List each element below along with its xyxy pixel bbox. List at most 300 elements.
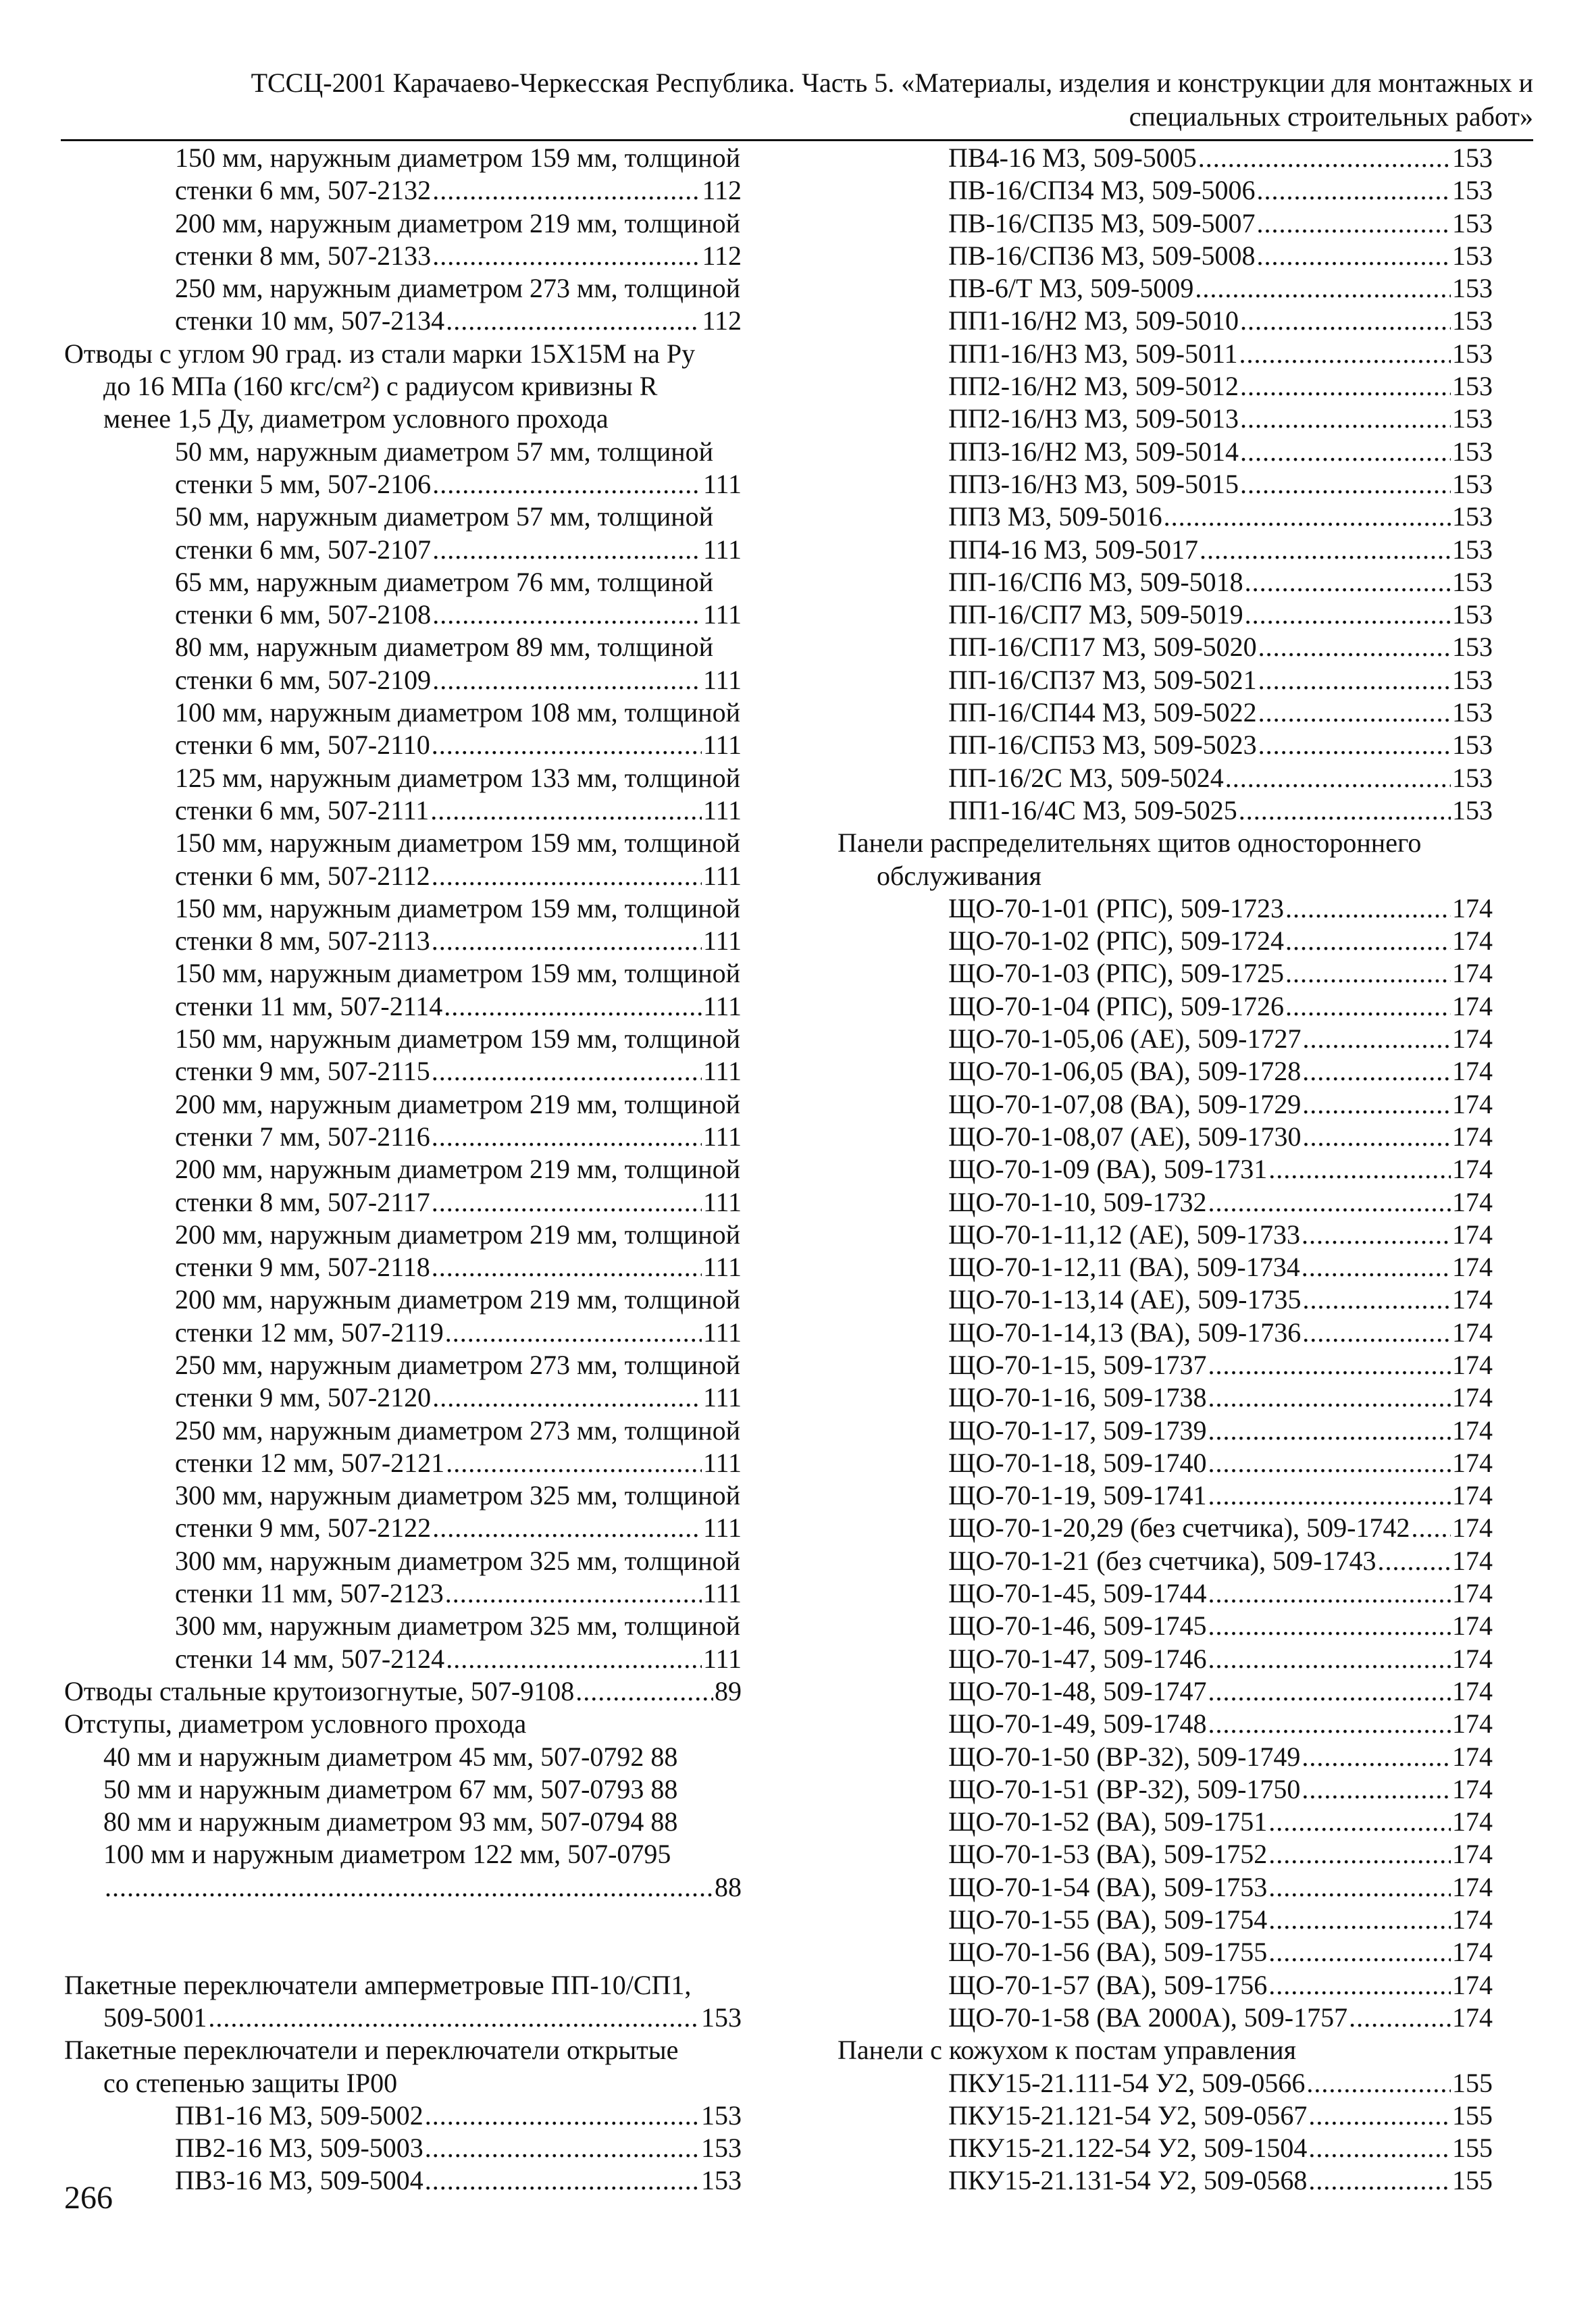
dot-leader: [1285, 957, 1451, 990]
dot-leader: [1225, 762, 1451, 794]
index-entry: [838, 1871, 1493, 1904]
entry-text: 509-5001: [103, 2002, 207, 2033]
dot-leader: [1308, 2100, 1451, 2132]
entry-page-ref: 174: [1452, 1839, 1493, 1870]
dot-leader: [1200, 534, 1451, 566]
index-entry: [838, 990, 1493, 1023]
index-entry: [838, 925, 1493, 957]
entry-text: ПКУ15-21.121-54 У2, 509-0567: [948, 2100, 1308, 2131]
index-entry: [838, 1088, 1493, 1121]
entry-page-ref: 153: [1452, 371, 1493, 402]
index-entry-text: менее 1,5 Ду, диаметром условного прохода: [103, 403, 609, 434]
index-entry: [838, 1186, 1493, 1219]
dot-leader: [1411, 1512, 1451, 1544]
dot-leader: [432, 1055, 702, 1088]
entry-text: ПВ1-16 М3, 509-5002: [175, 2100, 423, 2131]
entry-text: ЩО-70-1-56 (ВА), 509-1755: [948, 1937, 1268, 1968]
dot-leader: [432, 534, 702, 566]
entry-text: ПП2-16/Н3 М3, 509-5013: [948, 403, 1239, 434]
index-entry-text: 80 мм, наружным диаметром 89 мм, толщиной: [175, 632, 714, 663]
entry-text: ЩО-70-1-51 (ВР-32), 509-1750: [948, 1773, 1301, 1804]
index-entry: [838, 1904, 1493, 1936]
entry-page-ref: 174: [1452, 1675, 1493, 1706]
dot-leader: [1240, 403, 1451, 435]
entry-page-ref: 153: [1452, 143, 1493, 173]
dot-leader: [432, 240, 700, 272]
entry-page-ref: 111: [702, 664, 742, 695]
entry-page-ref: 111: [702, 468, 742, 499]
entry-page-ref: 153: [1452, 338, 1493, 369]
entry-page-ref: 174: [1452, 925, 1493, 957]
index-entry: [838, 1643, 1493, 1675]
index-entry: [838, 1806, 1493, 1838]
dot-leader: [1302, 1088, 1451, 1121]
index-entry: [838, 1969, 1493, 2002]
index-entry: [838, 1708, 1493, 1740]
index-entry-text: 125 мм, наружным диаметром 133 мм, толщиной: [175, 762, 741, 793]
index-entry: [838, 2002, 1493, 2034]
entry-page-ref: 153: [701, 2100, 742, 2131]
entry-text: стенки 9 мм, 507-2120: [175, 1382, 432, 1413]
index-entry: [838, 436, 1493, 468]
entry-text: ПП2-16/Н2 М3, 509-5012: [948, 371, 1239, 402]
entry-page-ref: 174: [1452, 1121, 1493, 1152]
index-entry: [838, 468, 1493, 501]
index-entry: [64, 240, 742, 272]
index-entry: [64, 2132, 742, 2164]
entry-page-ref: 174: [1452, 1186, 1493, 1217]
entry-text: ЩО-70-1-04 (РПС), 509-1726: [948, 990, 1284, 1021]
index-entry-text: 300 мм, наружным диаметром 325 мм, толщиной: [175, 1545, 741, 1576]
index-entry: [838, 794, 1493, 827]
dot-leader: [1208, 1708, 1451, 1740]
index-entry: [838, 2132, 1493, 2164]
entry-text: ЩО-70-1-18, 509-1740: [948, 1447, 1207, 1478]
entry-page-ref: 111: [702, 1382, 742, 1413]
index-entry: [64, 1055, 742, 1088]
dot-leader: [1208, 1349, 1451, 1381]
entry-text: стенки 6 мм, 507-2108: [175, 599, 432, 630]
index-entry: [64, 664, 742, 696]
index-entry: [838, 729, 1493, 761]
entry-text: ЩО-70-1-47, 509-1746: [948, 1643, 1207, 1674]
entry-text: стенки 6 мм, 507-2132: [175, 175, 432, 206]
dot-leader: [1285, 925, 1451, 957]
entry-page-ref: 111: [702, 1643, 742, 1674]
dot-leader: [1208, 1610, 1451, 1642]
entry-text: ЩО-70-1-49, 509-1748: [948, 1708, 1207, 1739]
entry-page-ref: 155: [1452, 2067, 1493, 2098]
entry-page-ref: 153: [1452, 632, 1493, 663]
dot-leader: [432, 1186, 702, 1219]
index-entry-text: обслуживания: [877, 860, 1041, 891]
index-entry-text: 250 мм, наружным диаметром 273 мм, толщиной: [175, 1415, 741, 1446]
entry-page-ref: 111: [702, 1252, 742, 1283]
index-entry-text: 200 мм, наружным диаметром 219 мм, толщиной: [175, 207, 741, 238]
entry-page-ref: 153: [1452, 273, 1493, 304]
entry-text: ПП4-16 М3, 509-5017: [948, 534, 1198, 565]
index-entry-text: 150 мм, наружным диаметром 159 мм, толщиной: [175, 892, 741, 923]
entry-text: ПП3-16/Н2 М3, 509-5014: [948, 436, 1239, 467]
dot-leader: [575, 1675, 713, 1708]
index-entry: [838, 1610, 1493, 1642]
entry-text: ЩО-70-1-02 (РПС), 509-1724: [948, 925, 1284, 957]
entry-page-ref: 153: [1452, 403, 1493, 434]
entry-text: ПП-16/СП37 М3, 509-5021: [948, 664, 1257, 695]
index-entry: [64, 794, 742, 827]
dot-leader: [1302, 1741, 1451, 1773]
index-entry: [838, 892, 1493, 925]
index-entry: [838, 1773, 1493, 1806]
index-entry: [838, 207, 1493, 240]
dot-leader: [1208, 1186, 1451, 1219]
entry-text: ЩО-70-1-07,08 (ВА), 509-1729: [948, 1088, 1302, 1119]
entry-page-ref: 111: [702, 860, 742, 891]
entry-text: стенки 7 мм, 507-2116: [175, 1121, 430, 1152]
index-entry: [64, 729, 742, 761]
entry-text: ПП-16/СП17 М3, 509-5020: [948, 632, 1257, 663]
entry-text: ЩО-70-1-54 (ВА), 509-1753: [948, 1871, 1268, 1902]
running-header: [61, 66, 1533, 134]
dot-leader: [1268, 1904, 1451, 1936]
dot-leader: [445, 1577, 702, 1610]
entry-text: ЩО-70-1-09 (ВА), 509-1731: [948, 1154, 1268, 1185]
dot-leader: [1208, 1675, 1451, 1708]
entry-page-ref: 174: [1452, 1252, 1493, 1283]
index-entry: [64, 174, 742, 207]
entry-text: стенки 12 мм, 507-2119: [175, 1317, 444, 1348]
entry-text: ПП1-16/4С М3, 509-5025: [948, 794, 1237, 825]
header-line-2: специальных строительных работ»: [1129, 101, 1533, 132]
dot-leader: [444, 990, 702, 1023]
dot-leader: [432, 729, 702, 761]
entry-text: ПП-16/СП7 М3, 509-5019: [948, 599, 1243, 630]
entry-page-ref: 153: [1452, 207, 1493, 238]
entry-page-ref: 111: [702, 1447, 742, 1478]
index-entry: [838, 1577, 1493, 1610]
dot-leader: [1245, 599, 1451, 631]
entry-page-ref: 174: [1452, 1382, 1493, 1413]
dot-leader: [1208, 1381, 1451, 1414]
dot-leader: [1306, 2067, 1451, 2100]
entry-page-ref: 174: [1452, 1317, 1493, 1348]
index-entry: [838, 501, 1493, 533]
entry-text: ПП-16/СП44 М3, 509-5022: [948, 697, 1257, 728]
dot-leader: [1377, 1545, 1451, 1577]
blank-line: [64, 1936, 742, 1968]
dot-leader: [432, 664, 702, 696]
entry-page-ref: 153: [1452, 175, 1493, 206]
entry-text: Отводы стальные крутоизогнутые, 507-9108: [64, 1675, 575, 1706]
index-entry-text: 150 мм, наружным диаметром 159 мм, толщиной: [175, 828, 741, 859]
entry-text: ЩО-70-1-58 (ВА 2000А), 509-1757: [948, 2002, 1348, 2033]
entry-page-ref: 153: [1452, 240, 1493, 271]
index-entry: [838, 1317, 1493, 1349]
entry-text: ПП-16/СП53 М3, 509-5023: [948, 730, 1257, 761]
dot-leader: [445, 1317, 702, 1349]
index-entry: [838, 305, 1493, 337]
index-entry-text: 50 мм, наружным диаметром 57 мм, толщиной: [175, 501, 714, 532]
entry-text: стенки 9 мм, 507-2118: [175, 1252, 430, 1283]
index-entry: [838, 534, 1493, 566]
entry-page-ref: 174: [1452, 1578, 1493, 1609]
entry-page-ref: 153: [1452, 730, 1493, 761]
entry-page-ref: 174: [1452, 1415, 1493, 1446]
entry-page-ref: 174: [1452, 1708, 1493, 1739]
entry-page-ref: 153: [1452, 762, 1493, 793]
entry-page-ref: 153: [1452, 566, 1493, 597]
entry-text: ЩО-70-1-03 (РПС), 509-1725: [948, 958, 1284, 989]
index-entry: [64, 1381, 742, 1414]
dot-leader: [1268, 1153, 1451, 1186]
index-entry: [838, 1283, 1493, 1316]
entry-page-ref: 153: [1452, 305, 1493, 336]
entry-text: ПКУ15-21.111-54 У2, 509-0566: [948, 2067, 1306, 2098]
dot-leader: [1195, 272, 1451, 305]
dot-leader: [1258, 729, 1451, 761]
entry-text: ПВ-6/Т М3, 509-5009: [948, 273, 1194, 304]
index-entry: [838, 1838, 1493, 1871]
index-entry-text: 200 мм, наружным диаметром 219 мм, толщиной: [175, 1154, 741, 1185]
dot-leader: [1258, 696, 1451, 729]
entry-page-ref: 174: [1452, 1545, 1493, 1576]
index-column-left: [64, 142, 742, 2197]
index-entry: [838, 240, 1493, 272]
entry-page-ref: 155: [1452, 2100, 1493, 2131]
index-entry-text: 250 мм, наружным диаметром 273 мм, толщиной: [175, 1349, 741, 1380]
header-line-1: ТССЦ-2001 Карачаево-Черкесская Республика. Часть 5. «Материалы, изделия и конструкции для монтажных и: [251, 68, 1533, 98]
dot-leader: [1268, 1969, 1451, 2002]
dot-leader: [1258, 664, 1451, 696]
dot-leader: [1268, 1871, 1451, 1904]
entry-text: стенки 8 мм, 507-2113: [175, 925, 430, 957]
index-entry-text: 300 мм, наружным диаметром 325 мм, толщиной: [175, 1480, 741, 1511]
entry-page-ref: 111: [702, 794, 742, 825]
entry-page-ref: 111: [702, 730, 742, 761]
entry-page-ref: 153: [1452, 599, 1493, 630]
index-entry-text: 250 мм, наружным диаметром 273 мм, толщиной: [175, 273, 741, 304]
entry-page-ref: 174: [1452, 1806, 1493, 1837]
entry-text: ПП-16/СП6 М3, 509-5018: [948, 566, 1243, 597]
dot-leader: [1208, 1447, 1451, 1479]
entry-text: ПП1-16/Н3 М3, 509-5011: [948, 338, 1238, 369]
dot-leader: [1302, 1283, 1451, 1316]
dot-leader: [1302, 1023, 1451, 1055]
entry-text: ПКУ15-21.122-54 У2, 509-1504: [948, 2133, 1308, 2164]
dot-leader: [1302, 1121, 1451, 1153]
index-entry: [838, 566, 1493, 599]
entry-text: ПВ-16/СП34 М3, 509-5006: [948, 175, 1256, 206]
dot-leader: [432, 1251, 702, 1283]
entry-page-ref: 112: [702, 240, 742, 271]
index-entry: [64, 2002, 742, 2034]
index-entry: [838, 696, 1493, 729]
entry-text: ЩО-70-1-19, 509-1741: [948, 1480, 1207, 1511]
index-entry-text: 150 мм, наружным диаметром 159 мм, толщиной: [175, 958, 741, 989]
index-entry: [838, 1381, 1493, 1414]
entry-text: ЩО-70-1-20,29 (без счетчика), 509-1742: [948, 1513, 1410, 1544]
index-entry: [64, 990, 742, 1023]
entry-text: ПП-16/2С М3, 509-5024: [948, 762, 1224, 793]
entry-page-ref: 111: [702, 1121, 742, 1152]
dot-leader: [1239, 794, 1451, 827]
entry-page-ref: 174: [1452, 1284, 1493, 1315]
entry-text: ЩО-70-1-55 (ВА), 509-1754: [948, 1904, 1268, 1935]
index-entry-text: Панели распределительнях щитов одностороннего: [838, 828, 1422, 859]
entry-text: стенки 11 мм, 507-2114: [175, 990, 443, 1021]
dot-leader: [208, 2002, 700, 2034]
index-entry: [838, 1545, 1493, 1577]
blank-line: [64, 1904, 742, 1936]
dot-leader: [425, 2164, 700, 2197]
index-entry: [838, 664, 1493, 696]
index-entry: [64, 534, 742, 566]
entry-page-ref: 111: [702, 1513, 742, 1544]
dot-leader: [446, 305, 700, 337]
index-entry: [64, 1675, 742, 1708]
dot-leader: [1240, 305, 1451, 337]
index-entry-text: Пакетные переключатели и переключатели открытые: [64, 2035, 679, 2066]
index-entry: [838, 1675, 1493, 1708]
dot-leader: [1208, 1479, 1451, 1512]
index-entry-text: 65 мм, наружным диаметром 76 мм, толщиной: [175, 566, 714, 597]
index-entry: [64, 599, 742, 631]
dot-leader: [432, 1381, 702, 1414]
entry-text: ЩО-70-1-21 (без счетчика), 509-1743: [948, 1545, 1376, 1576]
entry-page-ref: 174: [1452, 1904, 1493, 1935]
index-entry-text: до 16 МПа (160 кгс/см²) с радиусом кривизны R: [103, 371, 658, 402]
entry-text: стенки 6 мм, 507-2107: [175, 534, 432, 565]
index-entry: [64, 1577, 742, 1610]
entry-page-ref: 174: [1452, 1513, 1493, 1544]
index-entry-text: со степенью защиты IP00: [103, 2067, 398, 2098]
dot-leader: [1198, 142, 1451, 174]
entry-page-ref: 174: [1452, 1154, 1493, 1185]
dot-leader: [1302, 1219, 1451, 1251]
dot-leader: [1285, 990, 1451, 1023]
entry-text: ПКУ15-21.131-54 У2, 509-0568: [948, 2165, 1308, 2196]
entry-text: стенки 8 мм, 507-2117: [175, 1186, 430, 1217]
entry-text: стенки 14 мм, 507-2124: [175, 1643, 445, 1674]
dot-leader: [430, 794, 702, 827]
entry-text: стенки 6 мм, 507-2109: [175, 664, 432, 695]
index-entry: [838, 2164, 1493, 2197]
entry-text: ЩО-70-1-46, 509-1745: [948, 1610, 1207, 1642]
index-entry: [838, 1512, 1493, 1544]
entry-page-ref: 111: [702, 1056, 742, 1087]
entry-page-ref: 174: [1452, 1741, 1493, 1772]
dot-leader: [432, 174, 700, 207]
dot-leader: [1308, 2132, 1451, 2164]
entry-text: ЩО-70-1-15, 509-1737: [948, 1349, 1207, 1380]
entry-page-ref: 174: [1452, 1871, 1493, 1902]
entry-page-ref: 174: [1452, 1937, 1493, 1968]
index-entry-text: Отступы, диаметром условного прохода: [64, 1708, 527, 1739]
index-entry-text: 80 мм и наружным диаметром 93 мм, 507-0794 88: [103, 1806, 678, 1837]
entry-page-ref: 112: [702, 175, 742, 206]
dot-leader: [425, 2100, 700, 2132]
index-entry-text: 300 мм, наружным диаметром 325 мм, толщиной: [175, 1610, 741, 1642]
entry-page-ref: 111: [702, 1578, 742, 1609]
entry-text: ПВ2-16 М3, 509-5003: [175, 2133, 423, 2164]
entry-text: ПП3 М3, 509-5016: [948, 501, 1162, 532]
index-entry: [838, 2067, 1493, 2100]
dot-leader: [1164, 501, 1451, 533]
index-entry: [838, 1936, 1493, 1968]
index-entry-text: 100 мм и наружным диаметром 122 мм, 507-0795: [103, 1839, 671, 1870]
entry-page-ref: 174: [1452, 2002, 1493, 2033]
dot-leader: [1256, 174, 1451, 207]
index-entry: [838, 403, 1493, 435]
entry-text: стенки 9 мм, 507-2115: [175, 1056, 430, 1087]
dot-leader: [432, 468, 702, 501]
index-entry: [838, 1741, 1493, 1773]
entry-text: ЩО-70-1-16, 509-1738: [948, 1382, 1207, 1413]
entry-text: ЩО-70-1-11,12 (АЕ), 509-1733: [948, 1219, 1300, 1250]
dot-leader: [1285, 892, 1451, 925]
entry-page-ref: 111: [702, 990, 742, 1021]
index-entry-text: 100 мм, наружным диаметром 108 мм, толщиной: [175, 697, 741, 728]
index-entry: [838, 599, 1493, 631]
entry-text: ПВ4-16 М3, 509-5005: [948, 143, 1197, 173]
entry-page-ref: 153: [1452, 501, 1493, 532]
index-entry: [838, 1251, 1493, 1283]
entry-text: стенки 11 мм, 507-2123: [175, 1578, 444, 1609]
header-rule: [61, 139, 1533, 141]
entry-page-ref: 153: [1452, 436, 1493, 467]
index-entry: [838, 1055, 1493, 1088]
index-entry-text: 150 мм, наружным диаметром 159 мм, толщиной: [175, 143, 741, 173]
entry-page-ref: 112: [702, 305, 742, 336]
entry-text: ЩО-70-1-13,14 (АЕ), 509-1735: [948, 1284, 1302, 1315]
entry-page-ref: 174: [1452, 1088, 1493, 1119]
dot-leader: [432, 860, 702, 892]
entry-page-ref: 111: [702, 534, 742, 565]
index-entry: [838, 1121, 1493, 1153]
index-entry: [838, 1415, 1493, 1447]
dot-leader: [1308, 2164, 1451, 2197]
entry-page-ref: 111: [702, 1186, 742, 1217]
entry-page-ref: 174: [1452, 1969, 1493, 2000]
entry-page-ref: 153: [1452, 794, 1493, 825]
dot-leader: [425, 2132, 700, 2164]
index-entry: [838, 1219, 1493, 1251]
dot-leader: [432, 599, 702, 631]
dot-leader: [1208, 1643, 1451, 1675]
dot-leader: [432, 925, 702, 957]
entry-text: ЩО-70-1-08,07 (АЕ), 509-1730: [948, 1121, 1302, 1152]
index-entry: [64, 1317, 742, 1349]
dot-leader: [432, 1512, 702, 1544]
index-entry: [838, 1153, 1493, 1186]
dot-leader: [1302, 1317, 1451, 1349]
index-entry: [64, 1447, 742, 1479]
entry-page-ref: 153: [701, 2165, 742, 2196]
entry-text: ПП1-16/Н2 М3, 509-5010: [948, 305, 1239, 336]
entry-page-ref: 174: [1452, 1610, 1493, 1642]
entry-page-ref: 174: [1452, 1349, 1493, 1380]
entry-page-ref: 153: [1452, 534, 1493, 565]
entry-page-ref: 111: [702, 599, 742, 630]
entry-text: стенки 6 мм, 507-2110: [175, 730, 430, 761]
entry-page-ref: 153: [701, 2133, 742, 2164]
dot-leader: [1302, 1251, 1451, 1283]
entry-page-ref: 174: [1452, 958, 1493, 989]
entry-text: ЩО-70-1-50 (ВР-32), 509-1749: [948, 1741, 1301, 1772]
dot-leader: [105, 1871, 713, 1904]
index-entry: [64, 1121, 742, 1153]
index-entry-text: 200 мм, наружным диаметром 219 мм, толщиной: [175, 1219, 741, 1250]
